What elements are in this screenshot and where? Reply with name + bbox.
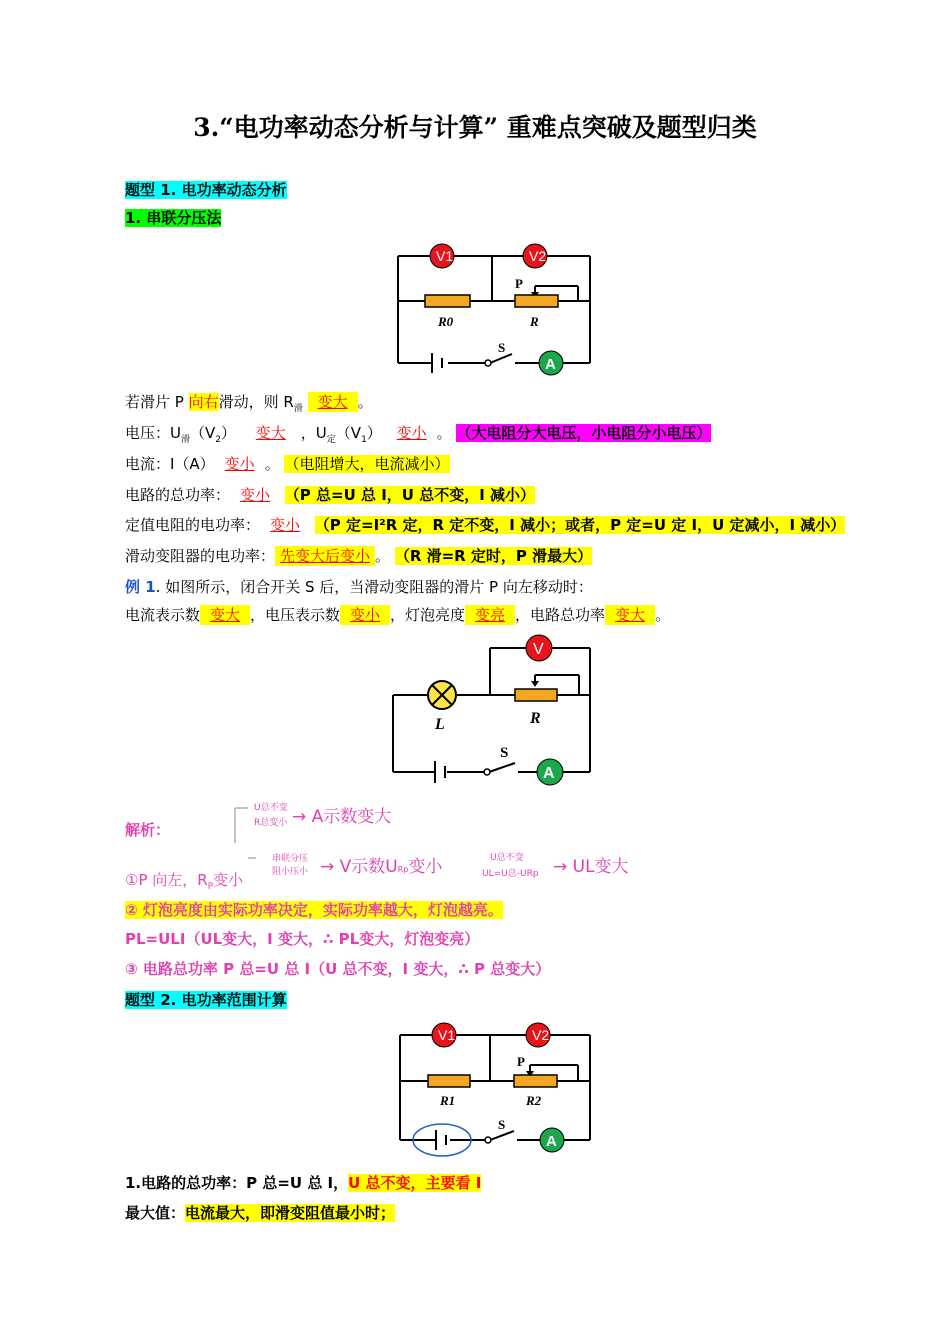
v2-meter3-label: V2 (532, 1027, 550, 1043)
section2-heading: 题型 2. 电功率范围计算 (125, 991, 287, 1009)
slider3-p-label: P (517, 1054, 525, 1069)
rheostat-power-line: 滑动变阻器的电功率： 先变大后变小 。 （R 滑=R 定时，P 滑最大） (125, 547, 593, 565)
switch2-label: S (500, 745, 509, 761)
analysis-label: 解析： (125, 821, 171, 839)
top-small-2: R总变小 (254, 818, 288, 828)
mid-small-2: 阻小压小 (272, 867, 309, 877)
mid-small-3: U总不变 (490, 853, 524, 863)
section1-heading: 题型 1. 电功率动态分析 (125, 181, 287, 199)
analysis-point3: ③ 电路总功率 P 总=U 总 I（U 总不变，I 变大，∴ P 总变大） (125, 960, 551, 978)
switch3-label: S (498, 1117, 506, 1132)
mid-result-3: → UL变大 (553, 857, 629, 877)
ammeter-label: A (545, 356, 556, 373)
top-result: → A示数变大 (292, 807, 392, 827)
circuit-diagram-1 (390, 236, 600, 381)
switch-s-label: S (498, 340, 506, 355)
example1-question: 例 1. 如图所示，闭合开关 S 后，当滑动变阻器的滑片 P 向左移动时： (125, 578, 593, 596)
total-power-line: 电路的总功率： 变小 （P 总=U 总 I，U 总不变，I 减小） (125, 486, 535, 504)
current-line: 电流：I（A） 变小 。 （电阻增大，电流减小） (125, 455, 450, 473)
mid-small-1: 串联分压 (272, 854, 309, 864)
rheostat-label: R (530, 710, 541, 727)
method-heading: 1. 串联分压法 (125, 209, 222, 227)
v1-meter3-label: V1 (438, 1027, 456, 1043)
top-small-1: U总不变 (254, 803, 288, 813)
circuit-diagram-3 (390, 1015, 600, 1165)
lamp-label: L (435, 716, 445, 733)
v1-meter-label: V1 (436, 248, 454, 264)
voltmeter-label: V (533, 641, 544, 658)
ammeter3-label: A (546, 1133, 557, 1150)
page-title: 3.“电功率动态分析与计算” 重难点突破及题型归类 (193, 113, 757, 142)
analysis-point2: ② 灯泡亮度由实际功率决定，实际功率越大，灯泡越亮。 (125, 901, 503, 919)
r-label: R (530, 314, 539, 329)
mid-small-4: UL=U总-URp (482, 869, 539, 879)
v2-meter-label: V2 (529, 248, 547, 264)
slider-p-label: P (515, 276, 523, 291)
r2-label: R2 (526, 1093, 542, 1108)
r1-label: R1 (440, 1093, 456, 1108)
fixed-resistor-power-line: 定值电阻的电功率： 变小 （P 定=I²R 定，R 定不变，I 减小；或者，P 定=U 定 I，U 定减小，I 减小） (125, 516, 846, 534)
analysis-start: ①P 向左，$R_P$变小 (125, 871, 244, 892)
circuit-diagram-2 (385, 630, 600, 790)
final-line-2: 最大值：电流最大，即滑变阻值最小时； (125, 1204, 396, 1222)
voltage-line: 电压：$U_滑(V_2)$ 变大 ，$U_定(V_1)$ 变小 。 （大电阻分大电压，小电阻分小电压） (125, 424, 712, 445)
r0-label: R0 (438, 314, 454, 329)
mid-result: → V示数URp变小 (320, 857, 443, 877)
analysis-point2b: PL=ULI（UL变大，I 变大，∴ PL变大，灯泡变亮） (125, 930, 480, 948)
final-line-1: 1.电路的总功率：P 总=U 总 I，U 总不变，主要看 I (125, 1174, 482, 1192)
slide-line: 若滑片 P 向右滑动，则 $R_滑$ 变大 。 (125, 393, 373, 414)
example1-answers: 电流表示数 变大 ，电压表示数 变小 ，灯泡亮度 变亮 ，电路总功率 变大 。 (125, 606, 671, 624)
ammeter2-label: A (543, 765, 555, 782)
